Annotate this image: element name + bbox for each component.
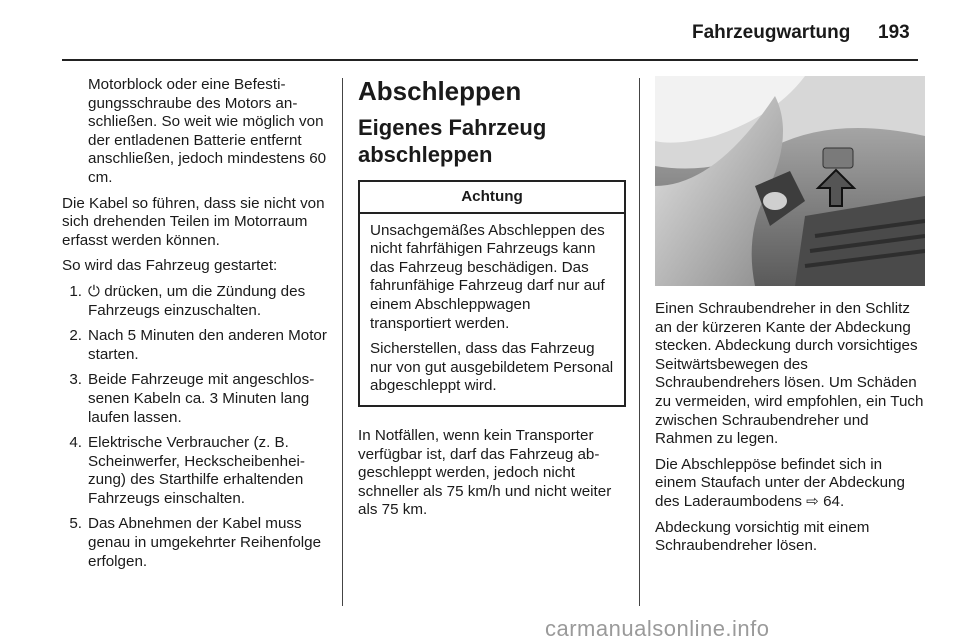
header-rule [62,59,918,61]
page-header-title: Fahrzeugwartung [692,22,851,43]
screwdriver-paragraph: Einen Schraubendreher in den Schlitz an der kürzeren Kante der Abdeckung stecken. Abdeckung durch vorsichtiges Seitwärtsbewegen des Schraubendrehers lösen. Um Schäden zu vermeiden, wird empfohlen, ein Tuch zwischen Schraubendreher und Rahmen zu legen. [655,300,924,448]
start-procedure-intro: So wird das Fahrzeug gestartet: [62,257,278,275]
continuation-paragraph: Motorblock oder eine Befestigungsschraube des Motors anschließen. So weit wie möglich von der entladenen Batterie entfernt anschließen, jedoch mindestens 60 cm. [88,76,327,186]
column-divider-left [342,78,343,606]
step-text: Elektrische Verbraucher (z. B. Scheinwerfer, Heckscheibenheizung) des Starthilfe erhaltenden Fahrzeugs einschalten. [88,434,305,507]
towing-eye-location-paragraph: Die Abschleppöse befindet sich in einem Staufach unter der Abdeckung des Laderaumbodens ⇨ 64. [655,455,905,510]
middle-column [358,76,626,527]
step-number: 5. [69,515,82,533]
warning-title: Achtung [360,182,624,214]
step-text: ⏻ drücken, um die Zündung des Fahrzeugs einzuschalten. [88,282,306,319]
step-number: 3. [69,371,82,389]
column-divider-right [639,78,640,606]
warning-box [358,180,626,407]
step-number: 1. [69,282,82,300]
car-front-icon [655,76,925,286]
car-bumper-illustration [655,76,925,286]
right-column [655,76,925,563]
list-item [62,327,334,364]
subsection-heading: Eigenes Fahrzeug abschleppen [358,115,547,167]
warning-paragraph-1: Unsachgemäßes Abschleppen des nicht fahrfähigen Fahrzeugs kann das Fahrzeug beschädigen. Das fahrunfähige Fahrzeug darf nur auf einem Abschleppwagen transportiert werden. [370,221,605,332]
list-item [62,515,334,571]
section-heading: Abschleppen [358,76,522,106]
warning-body [360,214,624,405]
remove-cover-paragraph: Abdeckung vorsichtig mit einem Schraubendreher lösen. [655,518,870,555]
cable-routing-paragraph: Die Kabel so führen, dass sie nicht von sich drehenden Teilen im Motorraum erfasst werden können. [62,194,325,249]
start-steps-list [62,283,334,571]
left-column [62,76,334,578]
step-number: 4. [69,434,82,452]
step-text: Nach 5 Minuten den anderen Motor starten. [88,327,327,363]
list-item [62,434,334,508]
list-item [62,283,334,320]
warning-paragraph-2: Sicherstellen, dass das Fahrzeug nur von gut ausgebildetem Personal abgeschleppt wird. [370,340,614,395]
step-text: Das Abnehmen der Kabel muss genau in umgekehrter Reihenfolge erfolgen. [88,515,322,570]
step-number: 2. [69,327,82,345]
watermark: carmanualsonline.info [545,616,770,641]
emergency-tow-paragraph: In Notfällen, wenn kein Transporter verfügbar ist, darf das Fahrzeug abgeschleppt werden, jedoch nicht schneller als 75 km/h und nicht weiter als 75 km. [358,426,612,519]
list-item [62,371,334,427]
step-text: Beide Fahrzeuge mit angeschlossenen Kabeln ca. 3 Minuten lang laufen lassen. [88,371,315,426]
page-number: 193 [878,22,910,43]
